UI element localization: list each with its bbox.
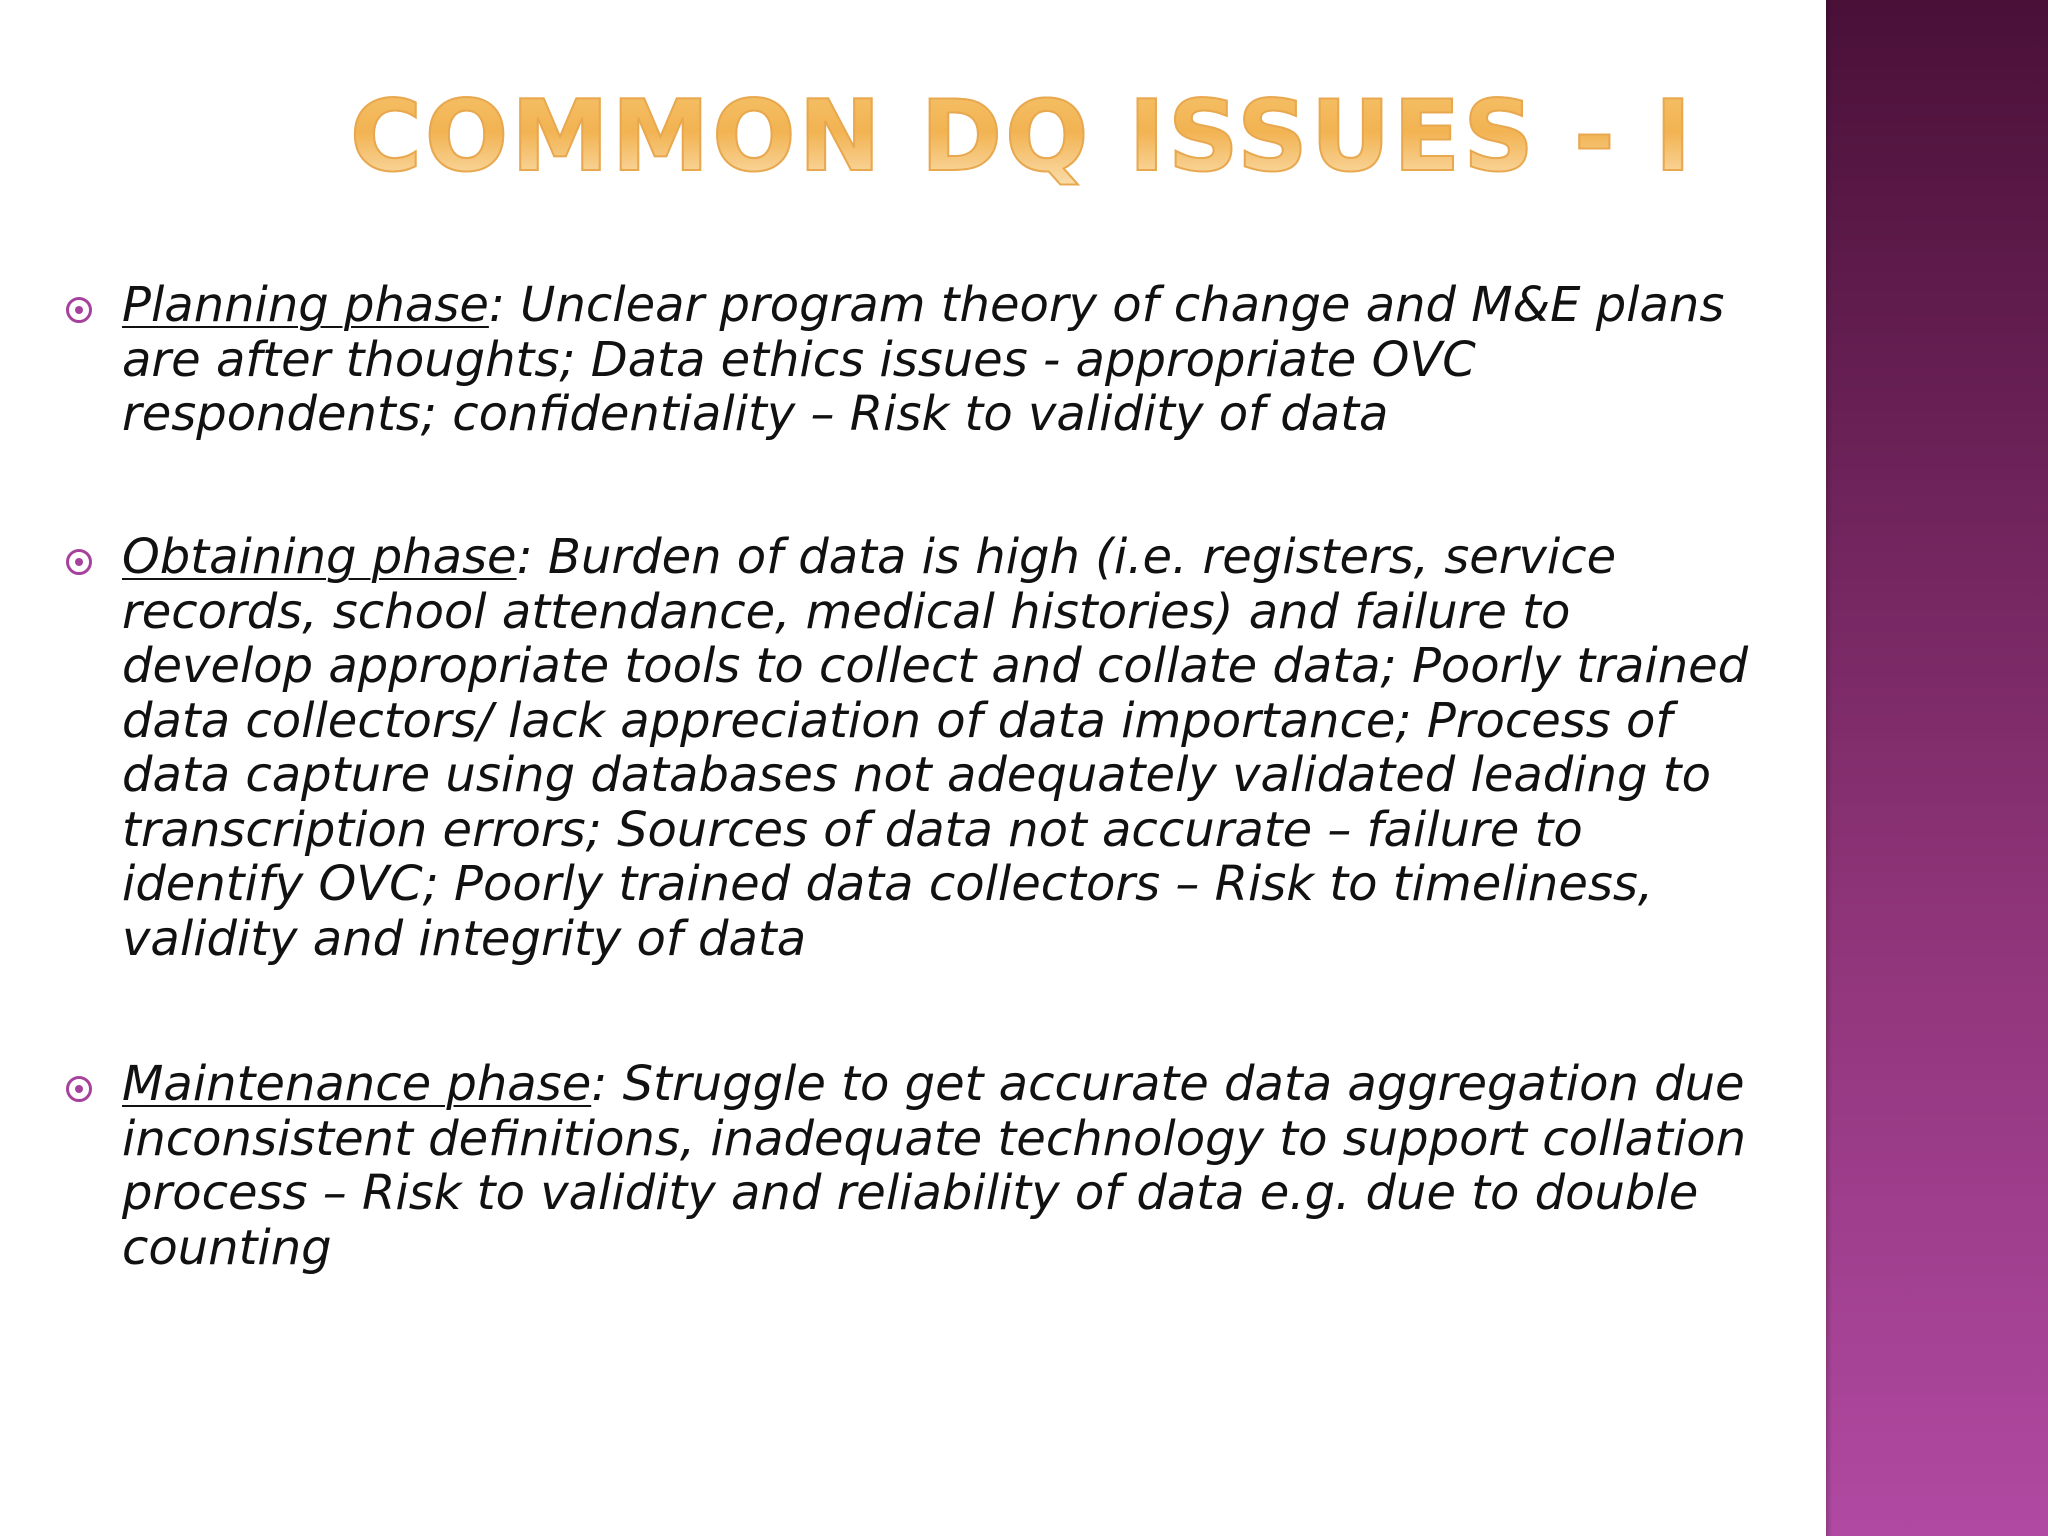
bullet-circle-icon [66,297,92,323]
bullet-circle-icon [66,549,92,575]
bullet-text [122,278,1772,442]
decorative-side-band [1826,0,2048,1536]
bullet-body: : Unclear program theory of change and M&E plans are after thoughts; Data ethics issues - appropriate OVC respondents; confidentiality – Risk to validity of data [122,277,1725,442]
bullet-text [122,530,1772,966]
bullet-circle-icon [66,1076,92,1102]
bullet-label: Planning phase [122,277,489,333]
bullet-text [122,1057,1772,1275]
bullet-body: : Struggle to get accurate data aggregation due inconsistent definitions, inadequate technology to support collation process – Risk to validity and reliability of data e.g. due to double counting [122,1056,1747,1276]
bullet-label: Maintenance phase [122,1056,592,1112]
slide-title: COMMON DQ ISSUES - I [280,82,1710,192]
bullet-body: : Burden of data is high (i.e. registers, service records, school attendance, medical histories) and failure to develop appropriate tools to collect and collate data; Poorly trained data collectors/ lack appreciation of data importance; Process of data capture using databases not adequately validated leading to transcription errors; Sources of data not accurate – failure to identify OVC; Poorly trained data collectors – Risk to timeliness, validity and integrity of data [122,529,1749,967]
bullet-label: Obtaining phase [122,529,517,585]
